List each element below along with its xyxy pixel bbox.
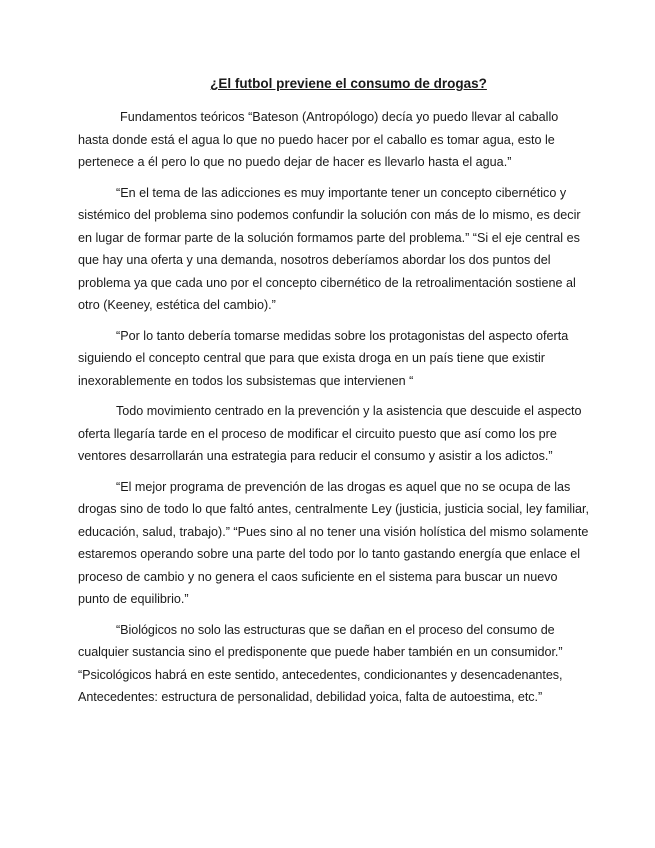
paragraph-adicciones: “En el tema de las adicciones es muy importante tener un concepto cibernético y sistémico del problema sino podemos confundir la solución con más de lo mismo, es decir en lugar de formar parte de la solución formamos parte del problema.” “Si el eje central es que hay una oferta y una demanda, nosotros deberíamos abordar los dos puntos del problema ya que cada uno por el concepto cibernético de la retroalimentación sostiene al otro (Keeney, estética del cambio).” <box>78 185 581 312</box>
paragraph-prevencion-asistencia: Todo movimiento centrado en la prevención y la asistencia que descuide el aspecto oferta llegaría tarde en el proceso de modificar el circuito puesto que así como los pre ventores desarrollarán una estrategia para reducir el consumo y asistir a los adictos.” <box>78 404 582 463</box>
paragraph-fundamentos: Fundamentos teóricos “Bateson (Antropólogo) decía yo puedo llevar al caballo hasta donde está el agua lo que no puedo hacer por el caballo es tomar agua, esto le pertenece a él pero lo que no puedo dejar de hacer es llevarlo hasta el agua.” <box>78 110 559 169</box>
paragraph-biologicos: “Biológicos no solo las estructuras que se dañan en el proceso del consumo de cualquier sustancia sino el predisponente que puede haber también en un consumidor.” “Psicológicos habrá en este sentido, antecedentes, condicionantes y desencadenantes, Antecedentes: estructura de personalidad, debilidad yoica, falta de autoestima, etc.” <box>78 622 563 704</box>
paragraph-oferta: “Por lo tanto debería tomarse medidas sobre los protagonistas del aspecto oferta siguiendo el concepto central que para que exista droga en un país tiene que existir inexorablemente en todos los subsistemas que intervienen “ <box>78 328 569 388</box>
paragraph-programa-prevencion: “El mejor programa de prevención de las drogas es aquel que no se ocupa de las drogas sino de todo lo que faltó antes, centralmente Ley (justicia, justicia social, ley familiar, educación, salud, trabajo).” “Pues sino al no tener una visión holística del mismo solamente estaremos operando sobre una parte del todo por lo tanto gastando energía que enlace el proceso de cambio y no genera el caos suficiente en el sistema para buscar un nuevo punto de equilibrio.” <box>78 479 590 606</box>
document-body <box>78 106 590 717</box>
page-title: ¿El futbol previene el consumo de drogas? <box>210 76 487 91</box>
